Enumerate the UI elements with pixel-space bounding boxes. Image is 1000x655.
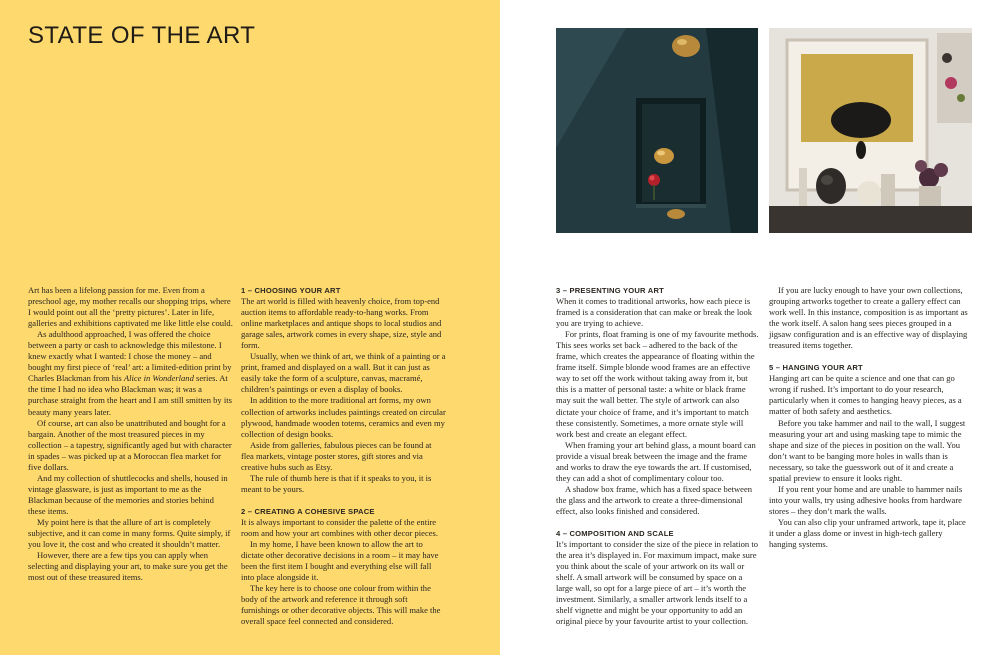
paragraph: Usually, when we think of art, we think of a painting or a print, framed and displayed on a wall. But it can just as easily take the form of a sculpture, canvas, macramé, children’s paintings or even a display of books. (241, 351, 446, 395)
section-heading-1: 1 – CHOOSING YOUR ART (241, 286, 341, 295)
paragraph: As adulthood approached, I was offered the choice between a party or cash to acknowledge this milestone. I knew exactly what I wanted: I chose the money – and bought my first piece of ‘real’ art: a limited-edition print by Charles Blackman from his Alice in Wonderland series. At the time I had no idea who Blackman was; it was a purchase straight from the heart and I am still smitten by its beauty many years later. (28, 329, 232, 417)
paragraph: In my home, I have been known to allow the art to dictate other decorative decisions in a room – it may have been the first item I bought and everything else will fall into place alongside it. (241, 539, 439, 583)
paragraph: When framing your art behind glass, a mount board can provide a visual break between the image and the frame and works to draw the eye towards the art. If customised, they can add a shot of complimentary colour too. (556, 439, 756, 483)
page-title: STATE OF THE ART (28, 22, 256, 49)
paragraph: For prints, float framing is one of my favourite methods. This sees works set back – adhered to the back of the frame, which creates the appearance of floating within the frame itself. Simple blonde wood frames are an effective way to set off the work without taking away from it, but this is a matter of personal taste: a white or black frame may suit the wall better. The style of artwork can also dictate your choice of frame, and it’s important to match these consistently. Sometimes, a more ornate style will work best and create an elegant effect. (556, 329, 759, 439)
section-heading-2: 2 – CREATING A COHESIVE SPACE (241, 506, 375, 516)
paragraph: The rule of thumb here is that if it speaks to you, it is meant to be yours. (241, 472, 432, 494)
paragraph: Of course, art can also be unattributed and bought for a bargain. Another of the most treasured pieces in my collection – a tapestry, significantly aged but with character in spades – was picked up at a Moroccan flea market for five dollars. (28, 417, 232, 472)
paragraph: If you are lucky enough to have your own collections, grouping artworks together to create a gallery effect can work well. In this instance, composition is as important as the work itself. A salon hang sees pieces grouped in a jigsaw configuration and is an effective way of displaying treasured items together. (769, 285, 968, 351)
paragraph: Hanging art can be quite a science and one that can go wrong if rushed. It’s important to do your research, particularly when it comes to hanging heavy pieces, as a matter of both safety and aesthetics. (769, 373, 962, 417)
column-2 (241, 285, 446, 627)
paragraph: You can also clip your unframed artwork, tape it, place it under a glass dome or invest in high-tech gallery hanging systems. (769, 516, 966, 550)
paragraph: Before you take hammer and nail to the wall, I suggest measuring your art and using masking tape to mimic the shape and size of the pieces in position on the wall. You don’t want to be banging more holes in walls than is necessary, so take the guesswork out of it and create a spatial preview to ensure it looks right. (769, 417, 966, 483)
column-3 (556, 285, 760, 627)
section-heading-5: 5 – HANGING YOUR ART (769, 363, 863, 373)
paragraph: The key here is to choose one colour from within the body of the artwork and reference it through soft furnishings or other decorative objects. This will make the overall space feel connected and considered. (241, 583, 441, 627)
paragraph: However, there are a few tips you can apply when selecting and displaying your art, to make sure you get the most out of these treasured items. (28, 550, 228, 583)
paragraph: The art world is filled with heavenly choice, from top-end auction items to affordable ready-to-hang works. From online marketplaces and antique shops to local studios and garage sales, artwork comes in every shape, size, style and form. (241, 296, 442, 351)
paragraph: And my collection of shuttlecocks and shells, housed in vintage glassware, is just as important to me as the Blackman because of the memories and stories behind these items. (28, 472, 228, 516)
paragraph: It’s important to consider the size of the piece in relation to the area it’s displayed in. For maximum impact, make sure you think about the scale of your artwork on its wall or shelf. A small artwork will be consumed by space on a large wall, so opt for a large piece of art – it’s worth the investment. Similarly, a smaller artwork lends itself to a shelf vignette and might be your opportunity to add an original piece by your favourite artist to your collection. (556, 539, 758, 627)
paragraph: My point here is that the allure of art is completely subjective, and it can come in many forms. Quite simply, if you love it, the cost and who created it shouldn’t matter. (28, 516, 231, 550)
paragraph: It is always important to consider the palette of the entire room and how your art combines with other decor pieces. (241, 516, 438, 538)
paragraph: A shadow box frame, which has a fixed space between the glass and the artwork to create a three-dimensional effect, also looks finished and considered. (556, 483, 753, 516)
intro-paragraph: Art has been a lifelong passion for me. Even from a preschool age, my mother recalls our shopping trips, where I would point out all the ‘pretty pictures’. Later in life, galleries and exhibitions captivated me like little else could. (28, 285, 233, 329)
paragraph: Aside from galleries, fabulous pieces can be found at flea markets, vintage poster stores, gift stores and via creative hubs such as Etsy. (241, 439, 432, 472)
art-shelf-photo (769, 28, 972, 233)
paragraph: In addition to the more traditional art forms, my own collection of artworks includes paintings created on circular plywood, handmade wooden totems, ceramics and even my collection of design books. (241, 395, 446, 439)
section-heading-3: 3 – PRESENTING YOUR ART (556, 286, 664, 295)
niche-photo (556, 28, 758, 233)
paragraph: If you rent your home and are unable to hammer nails into your walls, try using adhesive hooks from hardware stores – they don’t mark the walls. (769, 483, 963, 516)
column-4 (769, 285, 972, 550)
paragraph: When it comes to traditional artworks, how each piece is framed is a consideration that can make or break the look you are trying to achieve. (556, 296, 753, 329)
section-heading-4: 4 – COMPOSITION AND SCALE (556, 528, 674, 538)
column-1 (28, 285, 233, 583)
